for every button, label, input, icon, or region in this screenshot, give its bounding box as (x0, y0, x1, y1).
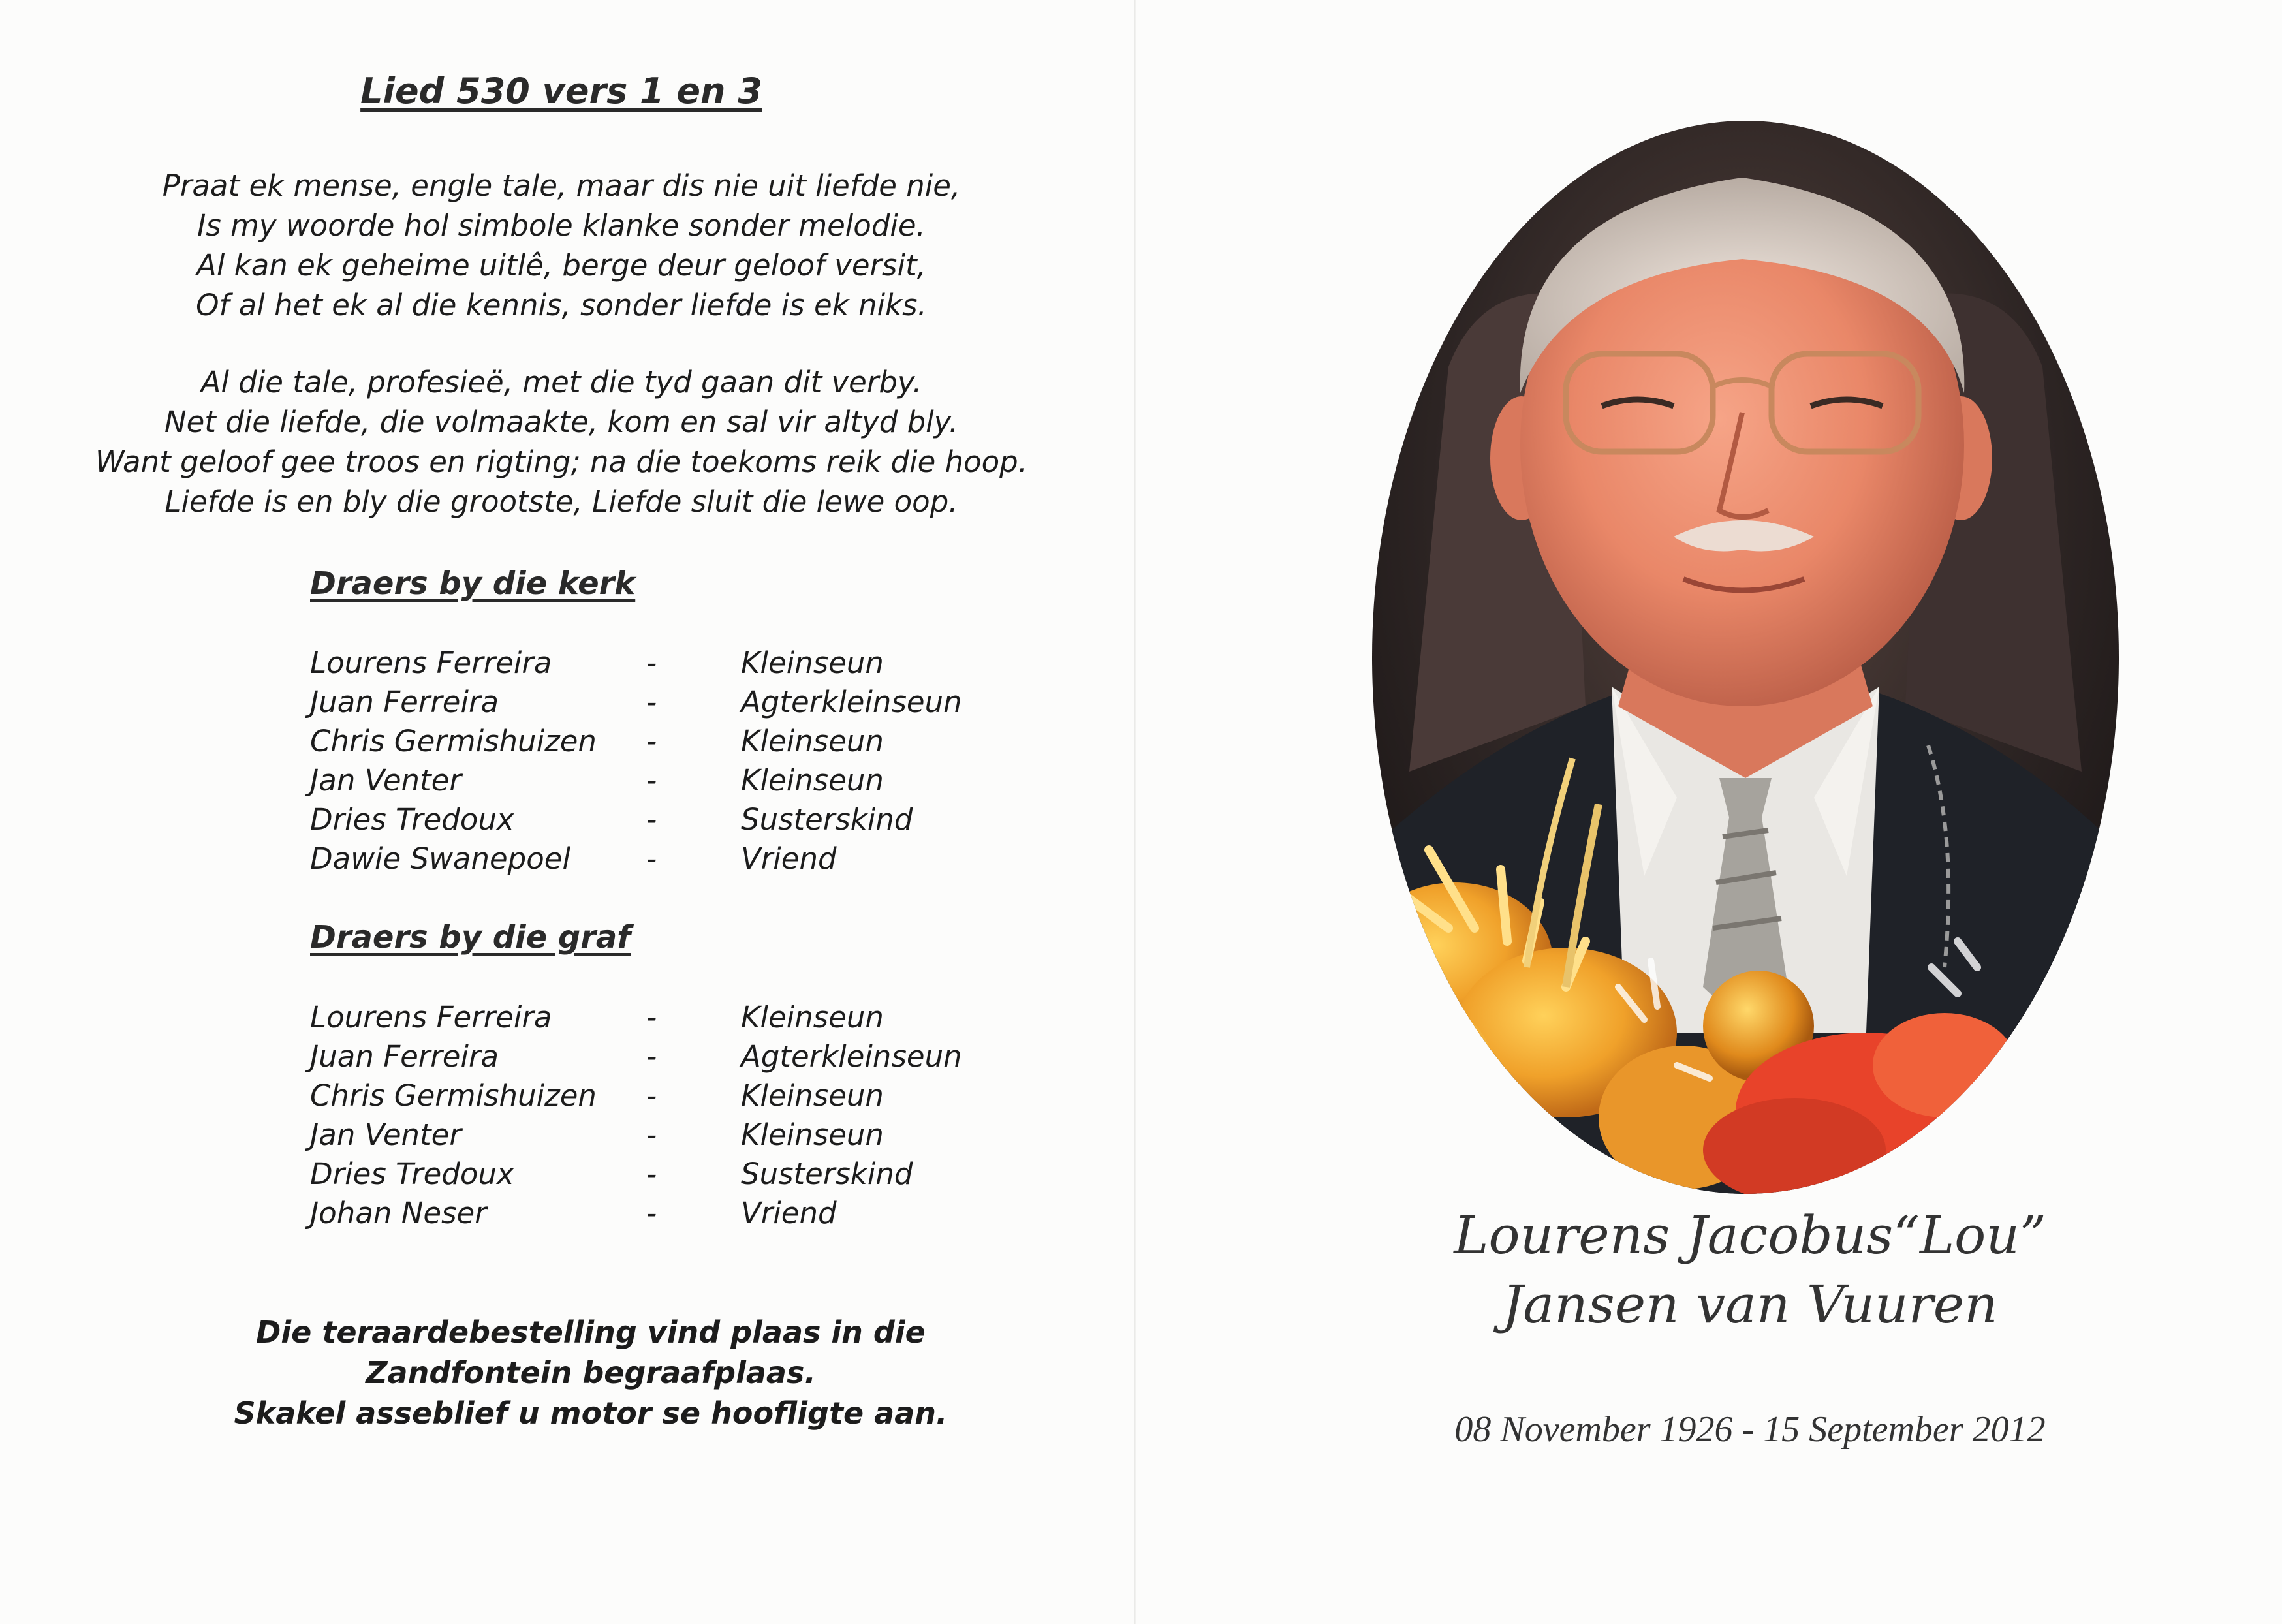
deceased-name-line: Lourens Jacobus“Lou” (1454, 1205, 2046, 1266)
deceased-name-line: Jansen van Vuuren (1502, 1274, 1998, 1335)
bearer-separator: - (646, 1078, 657, 1113)
bearer-relation: Kleinseun (741, 1117, 884, 1152)
list-item (310, 841, 1093, 881)
verse-line: Of al het ek al die kennis, sonder liefde is ek niks. (196, 288, 927, 322)
bearer-name: Juan Ferreira (310, 685, 499, 719)
bearer-separator: - (646, 1196, 657, 1230)
church-bearers-list (310, 646, 1093, 881)
bearer-name: Jan Venter (310, 1117, 461, 1152)
verse-line: Praat ek mense, engle tale, maar dis nie uit liefde nie, (162, 168, 961, 203)
verse-line: Want geloof gee troos en rigting; na die toekoms reik die hoop. (95, 445, 1028, 479)
bearer-name: Dries Tredoux (310, 802, 514, 837)
notice-line: Die teraardebestelling vind plaas in die (256, 1315, 926, 1350)
deceased-name (1313, 1201, 2187, 1339)
bearer-relation: Susterskind (741, 1157, 913, 1191)
bearer-name: Lourens Ferreira (310, 1000, 552, 1035)
bearer-name: Dawie Swanepoel (310, 841, 570, 876)
grave-bearers-title: Draers by die graf (310, 919, 631, 956)
list-item (310, 1117, 1093, 1157)
list-item (310, 1196, 1093, 1235)
list-item (310, 646, 1093, 685)
bearer-relation: Kleinseun (741, 1078, 884, 1113)
bearer-separator: - (646, 724, 657, 758)
life-dates: 08 November 1926 - 15 September 2012 (1454, 1409, 2046, 1450)
list-item (310, 1039, 1093, 1078)
bearer-relation: Kleinseun (741, 1000, 884, 1035)
bearer-relation: Agterkleinseun (741, 1039, 962, 1074)
bearer-separator: - (646, 841, 657, 876)
bearer-separator: - (646, 685, 657, 719)
bearer-relation: Kleinseun (741, 724, 884, 758)
grave-bearers-list (310, 1000, 1093, 1235)
bearer-separator: - (646, 1039, 657, 1074)
bearer-separator: - (646, 1157, 657, 1191)
verse-line: Net die liefde, die volmaakte, kom en sal vir altyd bly. (164, 405, 959, 439)
bearer-separator: - (646, 763, 657, 798)
notice-line: Zandfontein begraafplaas. (366, 1355, 816, 1390)
notice-line: Skakel asseblief u motor se hoofligte aan. (234, 1396, 948, 1431)
bearer-relation: Vriend (741, 1196, 837, 1230)
list-item (310, 685, 1093, 724)
verse-line: Al die tale, profesieë, met die tyd gaan dit verby. (200, 365, 922, 399)
verse-line: Al kan ek geheime uitlê, berge deur geloof versit, (196, 248, 926, 283)
bearer-relation: Susterskind (741, 802, 913, 837)
bearer-relation: Agterkleinseun (741, 685, 962, 719)
list-item (310, 1157, 1093, 1196)
bearer-name: Jan Venter (310, 763, 461, 798)
bearer-relation: Kleinseun (741, 646, 884, 680)
bearer-separator: - (646, 1117, 657, 1152)
left-page (0, 0, 1134, 1624)
bearer-name: Johan Neser (310, 1196, 487, 1230)
hymn-verse-3 (0, 362, 1123, 522)
bearer-name: Lourens Ferreira (310, 646, 552, 680)
list-item (310, 724, 1093, 763)
list-item (310, 1078, 1093, 1117)
verse-line: Is my woorde hol simbole klanke sonder melodie. (197, 208, 926, 243)
verse-line: Liefde is en bly die grootste, Liefde sluit die lewe oop. (164, 484, 958, 519)
hymn-title: Lied 530 vers 1 en 3 (360, 70, 762, 112)
bearer-relation: Vriend (741, 841, 837, 876)
right-page (1136, 0, 2282, 1624)
bearer-name: Chris Germishuizen (310, 724, 597, 758)
bearer-name: Juan Ferreira (310, 1039, 499, 1074)
burial-notice (0, 1312, 1181, 1433)
list-item (310, 1000, 1093, 1039)
church-bearers-title: Draers by die kerk (310, 565, 636, 602)
hymn-verse-1 (0, 166, 1123, 325)
bearer-relation: Kleinseun (741, 763, 884, 798)
bearer-name: Chris Germishuizen (310, 1078, 597, 1113)
bearer-separator: - (646, 1000, 657, 1035)
bearer-separator: - (646, 802, 657, 837)
bearer-name: Dries Tredoux (310, 1157, 514, 1191)
list-item (310, 802, 1093, 841)
list-item (310, 763, 1093, 802)
portrait-photo (1370, 119, 2121, 1196)
bearer-separator: - (646, 646, 657, 680)
